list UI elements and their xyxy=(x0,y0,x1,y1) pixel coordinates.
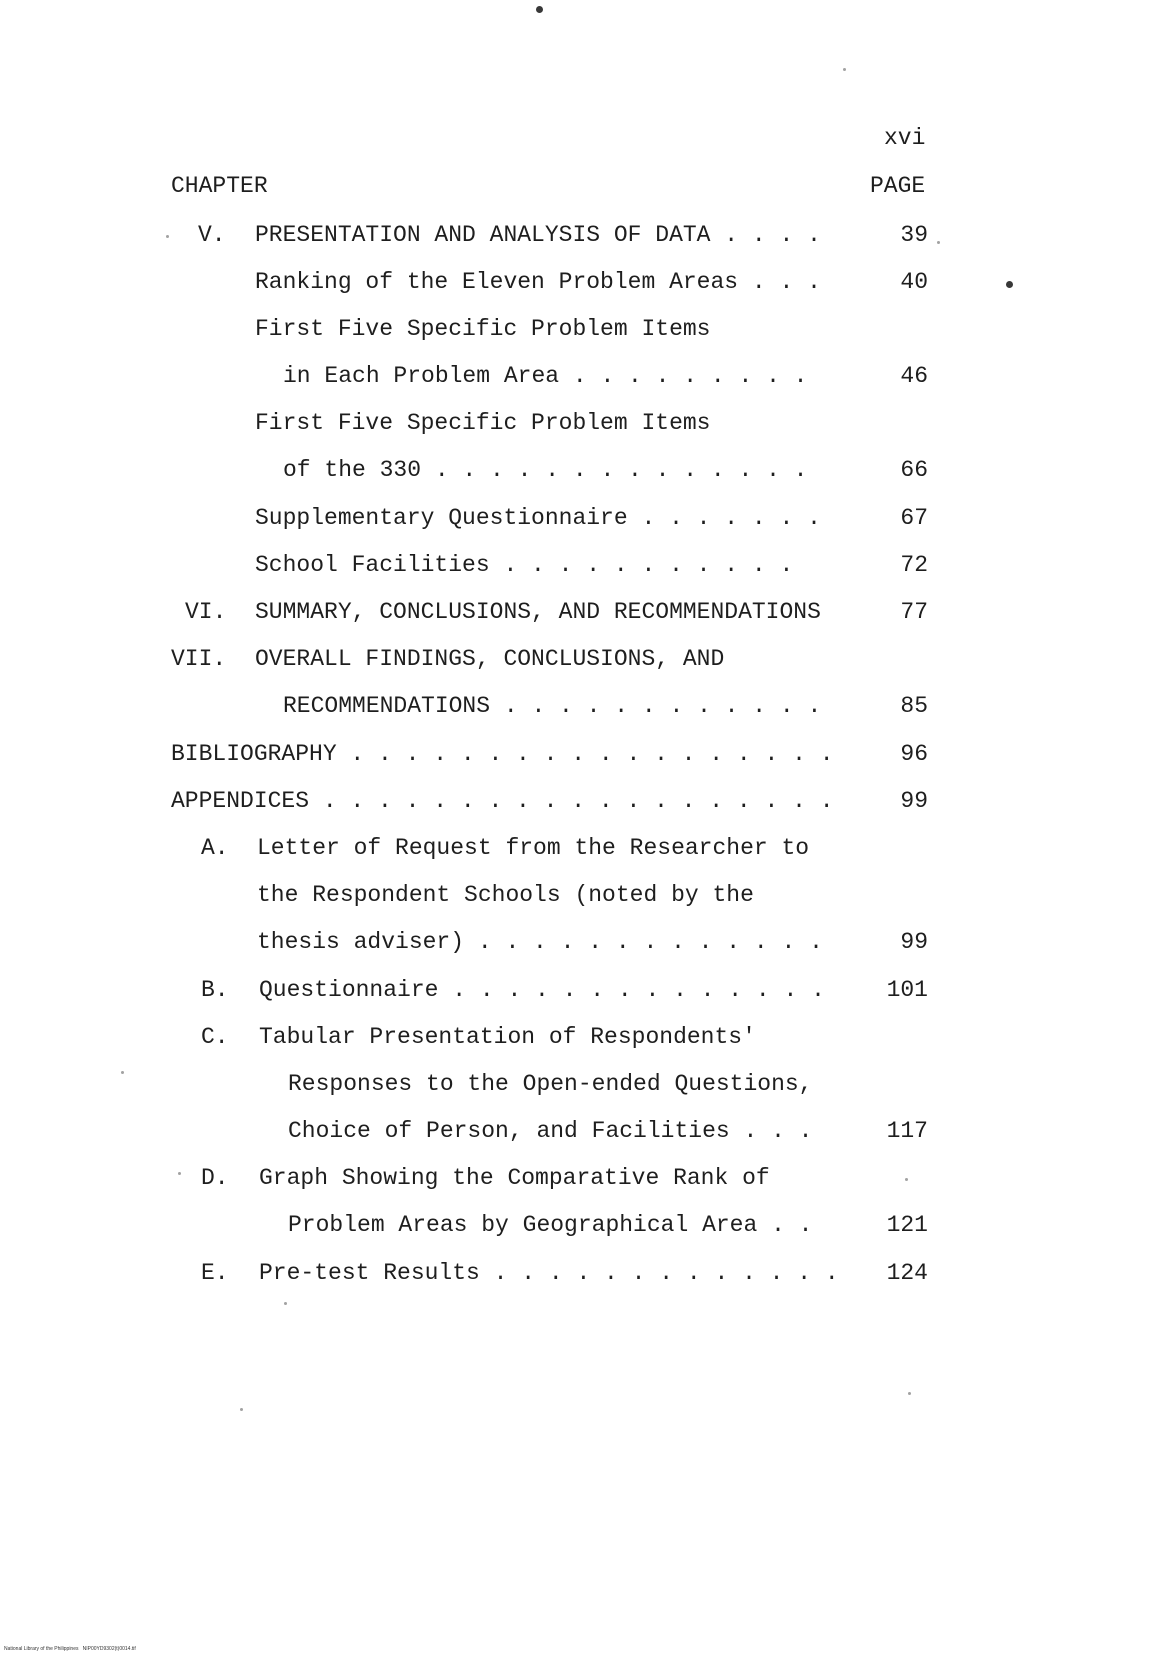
toc-entry-title: Responses to the Open-ended Questions, xyxy=(288,1071,813,1097)
toc-entry-page: 40 xyxy=(900,269,928,295)
toc-entry-page: 101 xyxy=(886,977,928,1003)
toc-entry-number: VII. xyxy=(171,646,227,672)
toc-entry-title: Choice of Person, and Facilities . . . xyxy=(288,1118,813,1144)
toc-entry-title: Pre-test Results . . . . . . . . . . . . . xyxy=(259,1260,839,1286)
toc-entry-title: Supplementary Questionnaire . . . . . . . xyxy=(255,505,821,531)
toc-entry-title: BIBLIOGRAPHY . . . . . . . . . . . . . . . . . . xyxy=(171,741,834,767)
toc-entry-number: VI. xyxy=(185,599,227,625)
scan-speck xyxy=(1006,281,1013,288)
toc-entry-title: the Respondent Schools (noted by the xyxy=(257,882,754,908)
toc-entry-page: 117 xyxy=(886,1118,928,1144)
toc-entry-number: V. xyxy=(198,222,226,248)
scan-speck xyxy=(937,241,940,244)
scan-speck xyxy=(843,68,846,71)
scan-speck xyxy=(908,1392,911,1395)
toc-entry-title: OVERALL FINDINGS, CONCLUSIONS, AND xyxy=(255,646,725,672)
toc-entry-title: SUMMARY, CONCLUSIONS, AND RECOMMENDATIONS xyxy=(255,599,821,625)
toc-entry-title: Questionnaire . . . . . . . . . . . . . . xyxy=(259,977,825,1003)
toc-entry-page: 121 xyxy=(886,1212,928,1238)
toc-entry-title: First Five Specific Problem Items xyxy=(255,410,711,436)
toc-entry-title: Letter of Request from the Researcher to xyxy=(257,835,810,861)
scan-speck xyxy=(240,1408,243,1411)
toc-entry-title: APPENDICES . . . . . . . . . . . . . . . . . . . xyxy=(171,788,834,814)
toc-entry-page: 72 xyxy=(900,552,928,578)
toc-entry-number: A. xyxy=(201,835,229,861)
scan-speck xyxy=(121,1071,124,1074)
toc-entry-number: D. xyxy=(201,1165,229,1191)
toc-entry-page: 85 xyxy=(900,693,928,719)
scan-speck xyxy=(166,235,169,238)
toc-entry-page: 46 xyxy=(900,363,928,389)
toc-entry-page: 67 xyxy=(900,505,928,531)
toc-entry-page: 39 xyxy=(900,222,928,248)
toc-entry-title: PRESENTATION AND ANALYSIS OF DATA . . . . xyxy=(255,222,821,248)
scan-speck xyxy=(284,1302,287,1305)
toc-entry-title: Ranking of the Eleven Problem Areas . . . xyxy=(255,269,821,295)
toc-entry-title: Tabular Presentation of Respondents' xyxy=(259,1024,756,1050)
toc-entry-title: School Facilities . . . . . . . . . . . xyxy=(255,552,794,578)
toc-entry-number: E. xyxy=(201,1260,229,1286)
toc-entry-page: 66 xyxy=(900,457,928,483)
scan-speck xyxy=(178,1172,181,1175)
toc-entry-number: B. xyxy=(201,977,229,1003)
toc-entry-title: RECOMMENDATIONS . . . . . . . . . . . . xyxy=(283,693,822,719)
scan-footer: National Library of the Philippines NIP00YD9302(t)0014.tif xyxy=(4,1646,136,1652)
toc-entry-page: 96 xyxy=(900,741,928,767)
toc-entry-page: 99 xyxy=(900,788,928,814)
toc-entry-title: Graph Showing the Comparative Rank of xyxy=(259,1165,770,1191)
scan-speck xyxy=(905,1178,908,1181)
scan-speck xyxy=(536,6,543,13)
toc-entry-title: thesis adviser) . . . . . . . . . . . . . xyxy=(257,929,823,955)
toc-entry-title: in Each Problem Area . . . . . . . . . xyxy=(283,363,808,389)
toc-entry-number: C. xyxy=(201,1024,229,1050)
page-number: xvi xyxy=(884,125,926,151)
toc-entry-page: 124 xyxy=(886,1260,928,1286)
toc-entry-title: of the 330 . . . . . . . . . . . . . . xyxy=(283,457,808,483)
toc-entry-title: First Five Specific Problem Items xyxy=(255,316,711,342)
toc-entry-title: Problem Areas by Geographical Area . . xyxy=(288,1212,813,1238)
toc-entry-page: 99 xyxy=(900,929,928,955)
chapter-column-header: CHAPTER xyxy=(171,173,268,199)
page-column-header: PAGE xyxy=(870,173,926,199)
toc-entry-page: 77 xyxy=(900,599,928,625)
